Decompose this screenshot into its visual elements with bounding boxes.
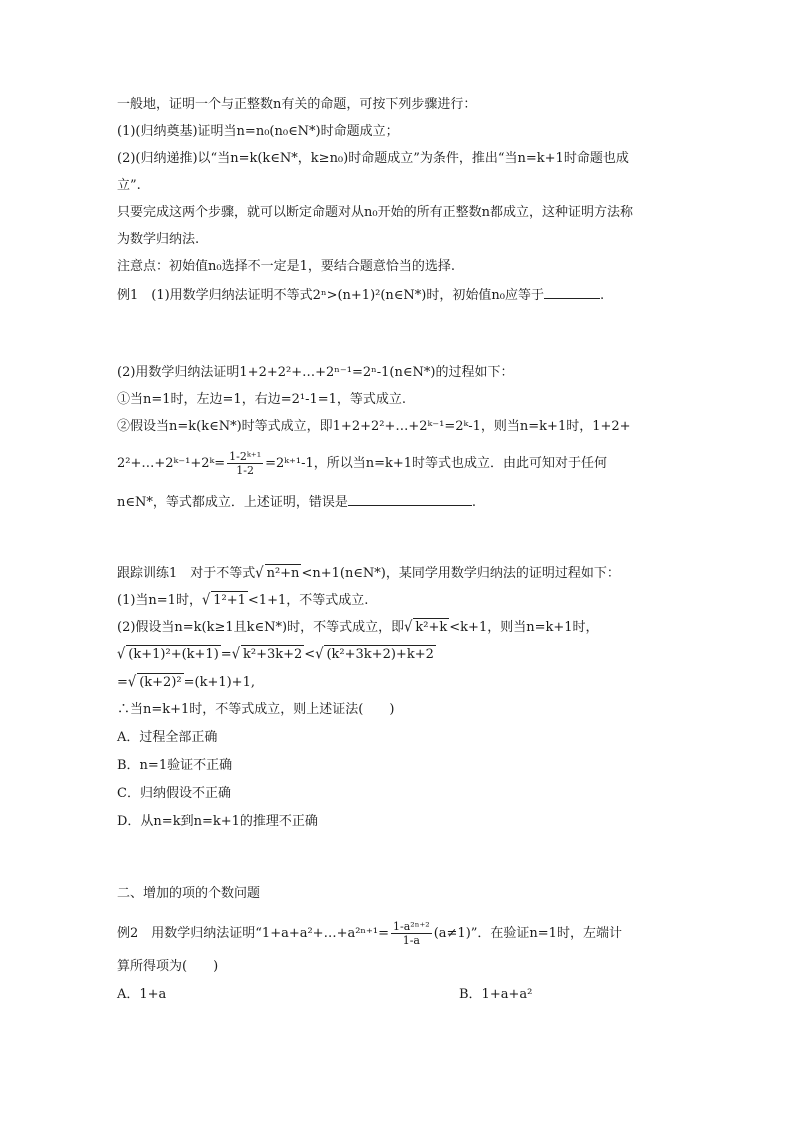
example1-question: n∈N*，等式都成立．上述证明，错误是 <box>117 495 348 510</box>
intro-note: 注意点：初始值n₀选择不一定是1，要结合题意恰当的选择. <box>117 259 455 274</box>
practice1-step4-suffix: =(k+1)+1, <box>183 675 255 690</box>
practice1-step2-suffix: <k+1，则当n=k+1时， <box>449 620 599 635</box>
sqrt-radicand: n²+n <box>266 566 300 581</box>
answer-blank[interactable] <box>544 285 600 299</box>
sqrt-sign: √ <box>127 673 137 692</box>
intro-conclusion: 只要完成这两个步骤，就可以断定命题对从n₀开始的所有正整数n都成立，这种证明方法称 <box>117 205 633 220</box>
practice1-title-suffix: <n+1(n∈N*)，某同学用数学归纳法的证明过程如下： <box>301 566 620 581</box>
less-than-sign: < <box>304 647 316 662</box>
fraction-numerator: 1-a²ⁿ⁺² <box>393 920 430 933</box>
example1-part1-end: . <box>599 288 605 303</box>
sqrt-radicand: (k+2)² <box>139 675 182 690</box>
example2-line1 <box>117 920 622 947</box>
example1-step1: ①当n=1时，左边=1，右边=2¹-1=1，等式成立. <box>117 392 407 407</box>
example1-part1 <box>117 285 604 305</box>
formula-suffix: =2ᵏ⁺¹-1，所以当n=k+1时等式也成立．由此可知对于任何 <box>265 456 608 471</box>
practice1-step3 <box>117 645 436 664</box>
practice1-title <box>117 564 620 583</box>
option-b[interactable]: B．n=1验证不正确 <box>117 758 233 773</box>
sqrt-radicand: 1²+1 <box>213 593 246 608</box>
sqrt-sign: √ <box>255 564 264 583</box>
example1-step2-end-dot: . <box>471 495 477 510</box>
option-a[interactable]: A．1+a <box>117 987 167 1002</box>
sqrt-radicand: (k+1)²+(k+1) <box>128 647 219 662</box>
intro-conclusion-continued: 为数学归纳法. <box>117 232 200 247</box>
sqrt-sign: √ <box>117 645 126 664</box>
example2-line2: 算所得项为( ) <box>117 959 219 974</box>
sqrt-sign: √ <box>231 645 240 664</box>
sqrt-radicand: (k²+3k+2)+k+2 <box>326 647 434 662</box>
equals-sign: = <box>117 675 128 690</box>
example1-step2-formula <box>117 450 607 477</box>
example1-part1-text: 例1 (1)用数学归纳法证明不等式2ⁿ>(n+1)²(n∈N*)时，初始值n₀应等于 <box>117 288 544 303</box>
fraction <box>227 450 263 477</box>
example1-step2: ②假设当n=k(k∈N*)时等式成立，即1+2+2²+…+2ᵏ⁻¹=2ᵏ-1，则当n=k+1时，1+2+ <box>117 419 631 434</box>
intro-step2: (2)(归纳递推)以“当n=k(k∈N*，k≥n₀)时命题成立”为条件，推出“当n=k+1时命题也成 <box>117 151 629 166</box>
equals-sign: = <box>220 647 232 662</box>
example2-suffix: (a≠1)”．在验证n=1时，左端计 <box>433 926 622 941</box>
sqrt-radicand: k²+k <box>415 620 448 635</box>
option-d[interactable]: D．从n=k到n=k+1的推理不正确 <box>117 814 318 829</box>
practice1-step1 <box>117 591 368 610</box>
practice1-title-prefix: 跟踪训练1 对于不等式 <box>117 566 256 581</box>
fraction <box>391 920 432 947</box>
practice1-conclusion: ∴当n=k+1时，不等式成立，则上述证法( ) <box>117 702 395 717</box>
section-heading: 二、增加的项的个数问题 <box>117 886 261 901</box>
practice1-step2-prefix: (2)假设当n=k(k≥1且k∈N*)时，不等式成立，即 <box>117 620 405 635</box>
option-b[interactable]: B．1+a+a² <box>459 987 533 1002</box>
formula-prefix: 2²+…+2ᵏ⁻¹+2ᵏ= <box>117 456 226 471</box>
sqrt-sign: √ <box>404 618 413 637</box>
fraction-denominator: 1-a <box>402 934 420 947</box>
intro-step1: (1)(归纳奠基)证明当n=n₀(n₀∈N*)时命题成立； <box>117 124 399 139</box>
sqrt-sign: √ <box>201 591 211 610</box>
option-a[interactable]: A．过程全部正确 <box>117 730 218 745</box>
sqrt-sign: √ <box>315 645 324 664</box>
fraction-numerator: 1-2ᵏ⁺¹ <box>229 450 262 463</box>
sqrt-radicand: k²+3k+2 <box>242 647 303 662</box>
intro-line: 一般地，证明一个与正整数n有关的命题，可按下列步骤进行： <box>117 97 477 112</box>
example1-step2-end <box>117 492 476 512</box>
practice1-step4 <box>117 673 255 692</box>
example2-prefix: 例2 用数学归纳法证明“1+a+a²+…+a²ⁿ⁺¹= <box>117 926 390 941</box>
option-c[interactable]: C．归纳假设不正确 <box>117 786 231 801</box>
practice1-step1-suffix: <1+1，不等式成立. <box>247 593 369 608</box>
example2-options <box>117 986 533 1004</box>
practice1-step2 <box>117 618 599 637</box>
intro-step2-continued: 立”. <box>117 178 141 193</box>
example1-part2-intro: (2)用数学归纳法证明1+2+2²+…+2ⁿ⁻¹=2ⁿ-1(n∈N*)的过程如下： <box>117 365 514 380</box>
practice1-step1-prefix: (1)当n=1时， <box>117 593 202 608</box>
fraction-denominator: 1-2 <box>236 464 254 477</box>
answer-blank[interactable] <box>348 492 472 506</box>
